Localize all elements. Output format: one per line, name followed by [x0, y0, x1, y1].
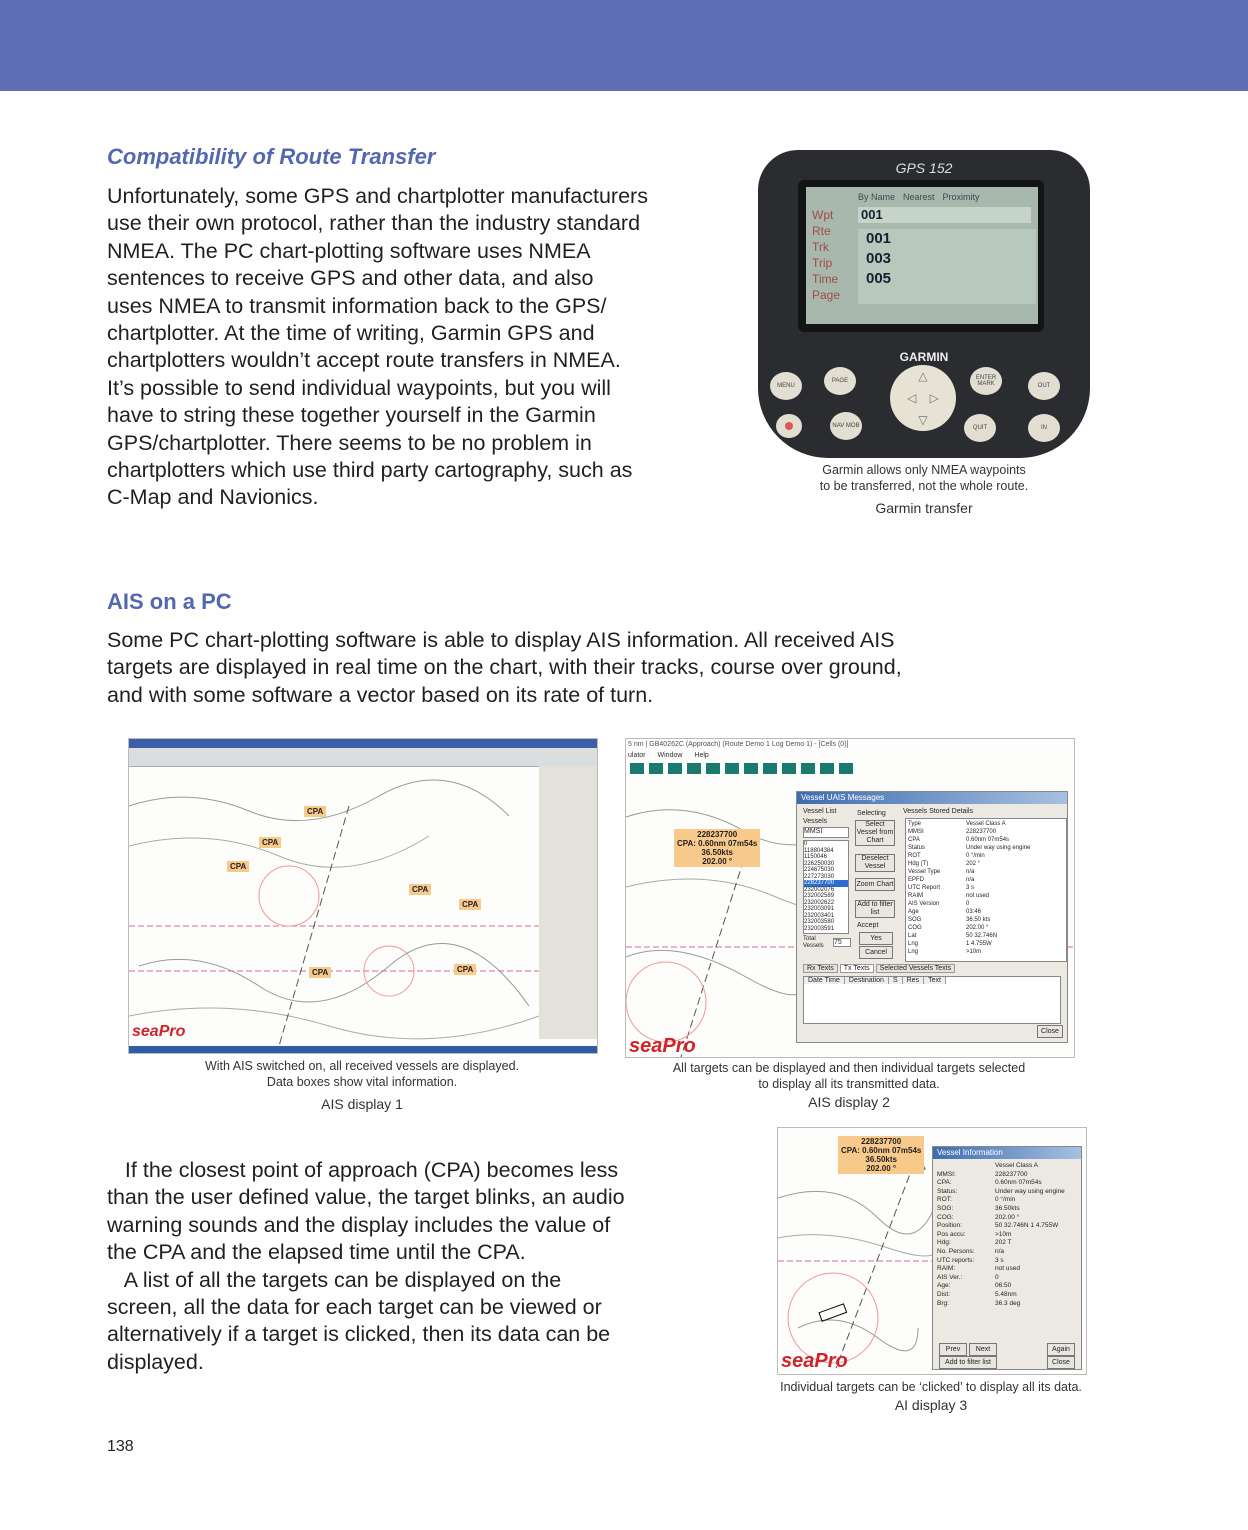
menu-button[interactable]: MENU	[770, 372, 802, 400]
detail-value: 36.3 deg	[995, 1299, 1021, 1307]
detail-value: >10m	[995, 1230, 1012, 1238]
label: Vessels Stored Details	[903, 808, 974, 815]
detail-label: Lng	[908, 949, 919, 955]
detail-label: EPFD	[908, 877, 925, 883]
text-line: NMEA. The PC chart-plotting software uses NMEA	[107, 238, 591, 263]
detail-value: 202.00 °	[995, 1213, 1020, 1221]
detail-value: 0 °/min	[966, 853, 985, 859]
detail-value: 0.60nm 07m54s	[966, 837, 1010, 843]
vessel-list-item[interactable]: 232003401	[804, 912, 835, 919]
seapro-logo: seaPro	[629, 1035, 696, 1057]
seapro-logo: seaPro	[781, 1350, 848, 1372]
tag-line: 202.00 °	[866, 1164, 897, 1173]
detail-label: RAIM	[908, 893, 923, 899]
detail-row	[908, 924, 1064, 932]
tag-line: 228237700	[697, 830, 738, 839]
section-heading: AIS on a PC	[107, 589, 232, 614]
column-header[interactable]: Date Time	[804, 977, 845, 984]
text-line: displayed.	[107, 1349, 204, 1374]
caption-text: All targets can be displayed and then individual targets selected	[672, 1061, 1026, 1075]
text-line: have to string these together yourself in the Garmin	[107, 403, 596, 428]
vessel-list-item[interactable]: 232002589	[804, 893, 835, 899]
detail-value: 1 4.755W	[966, 941, 992, 947]
vessel-list-item[interactable]: 232003091	[804, 906, 835, 912]
gps-sort-tab[interactable]: Nearest	[903, 192, 935, 202]
detail-label: Age:	[937, 1282, 951, 1290]
detail-value: 0	[995, 1273, 999, 1281]
detail-row	[908, 836, 1064, 844]
gps-model: GPS 152	[895, 160, 953, 176]
text-line: chartplotters wouldn’t accept route transfers in NMEA.	[107, 348, 621, 373]
chart-map	[129, 766, 597, 1054]
caption-text: to display all its transmitted data.	[758, 1077, 940, 1091]
gps-menu-tab[interactable]: Trip	[812, 256, 833, 270]
detail-label: No. Persons:	[937, 1247, 975, 1255]
tag-line: 36.50kts	[865, 1155, 897, 1164]
caption-text: Individual targets can be ‘clicked’ to display all its data.	[780, 1380, 1082, 1394]
detail-row	[937, 1179, 1077, 1188]
vessel-list[interactable]	[803, 840, 849, 934]
detail-value: Vessel Class A	[966, 821, 1006, 827]
detail-row	[908, 900, 1064, 908]
menu-item[interactable]: Window	[657, 752, 683, 759]
label: Selecting	[857, 810, 886, 817]
detail-value: n/a	[966, 869, 975, 875]
detail-row	[908, 932, 1064, 940]
caption-title: AIS display 1	[321, 1096, 403, 1112]
text-line: Unfortunately, some GPS and chartplotter manufacturers	[107, 184, 648, 208]
tag-line: 228237700	[861, 1137, 902, 1146]
column-header[interactable]: Res	[903, 977, 924, 984]
detail-row	[937, 1257, 1077, 1266]
detail-value: >10m	[966, 949, 982, 955]
text-line: C-Map and Navionics.	[107, 485, 319, 510]
deselect-vessel-button[interactable]: Deselect Vessel	[855, 854, 895, 872]
detail-label	[937, 1162, 995, 1171]
menu-item[interactable]: Help	[694, 752, 709, 759]
vessel-sort-select[interactable]: MMSI	[803, 827, 849, 838]
detail-row	[908, 940, 1064, 948]
detail-label: Hdg:	[937, 1239, 951, 1247]
detail-row	[908, 908, 1064, 916]
detail-value: not used	[995, 1265, 1020, 1273]
detail-value: 36.50kts	[995, 1204, 1020, 1212]
vessel-list-item[interactable]: 118804384	[804, 847, 834, 854]
detail-label: CPA:	[937, 1179, 952, 1187]
caption-title: Garmin transfer	[875, 500, 973, 516]
text-line: GPS/chartplotter. There seems to be no problem in	[107, 430, 592, 455]
detail-label: MMSI	[908, 829, 924, 835]
label: Total Vessels	[803, 936, 824, 949]
detail-label: Lng	[908, 941, 919, 947]
detail-value: 0.60nm 07m54s	[995, 1179, 1042, 1187]
body-paragraph	[107, 183, 648, 512]
detail-value: 50 32.746N	[966, 933, 998, 939]
in-button[interactable]: IN	[1028, 414, 1060, 442]
ais-display-1-screenshot: CPA CPA CPA CPA CPA CPA CPA seaPro	[128, 738, 598, 1054]
tag-line: 202.00 °	[702, 857, 733, 866]
vessel-list-item[interactable]: 232002076	[804, 886, 835, 893]
detail-label: Hdg (T)	[908, 861, 929, 867]
menu-item[interactable]: ulator	[628, 752, 646, 759]
detail-row	[908, 828, 1064, 836]
detail-label: MMSI:	[937, 1170, 956, 1178]
body-paragraph	[107, 1157, 625, 1376]
vessel-uais-messages-dialog	[796, 791, 1068, 1043]
quit-button[interactable]: QUIT	[964, 414, 996, 442]
seapro-logo: seaPro	[132, 1023, 186, 1040]
text-line: targets are displayed in real time on the chart, with their tracks, course over ground,	[107, 655, 902, 680]
detail-label: UTC reports:	[937, 1256, 975, 1264]
select-vessel-button[interactable]: Select Vessel from Chart	[856, 821, 894, 844]
dpad[interactable]: △ ◁ ▷ ▽	[890, 365, 956, 431]
gps-menu-tab[interactable]: Trk	[812, 240, 829, 254]
detail-label: Age	[908, 909, 919, 915]
garmin-gps-photo	[758, 150, 1090, 460]
detail-row	[908, 892, 1064, 900]
detail-label: CPA	[908, 837, 920, 843]
detail-row	[908, 852, 1064, 860]
detail-row	[937, 1274, 1077, 1283]
detail-value: 228237700	[966, 829, 997, 835]
detail-row	[937, 1248, 1077, 1257]
dialog-title: Vessel Information	[933, 1147, 1081, 1159]
detail-label: Brg:	[937, 1299, 949, 1307]
detail-row	[908, 916, 1064, 924]
vessel-list-item[interactable]: 1150046	[804, 854, 827, 860]
message-tab[interactable]: Selected Vessels Texts	[876, 964, 955, 973]
detail-row	[908, 844, 1064, 852]
detail-value: Under way using engine	[995, 1187, 1065, 1195]
detail-label: Vessel Type	[908, 869, 941, 875]
ais-display-2-caption	[625, 1060, 1073, 1110]
body-paragraph	[107, 627, 902, 709]
detail-value: Under way using engine	[966, 845, 1031, 851]
ai-display-3-caption	[777, 1379, 1085, 1413]
detail-row	[937, 1265, 1077, 1274]
text-line: Some PC chart-plotting software is able to display AIS information. All received AIS	[107, 628, 895, 652]
toolbar[interactable]	[630, 763, 855, 774]
add-to-filter-button[interactable]: Add to filter list	[855, 900, 895, 918]
detail-row	[908, 820, 1064, 828]
detail-value: 03:46	[966, 909, 982, 915]
waypoint-item[interactable]: 003	[866, 250, 892, 267]
vessel-data-tag[interactable]	[674, 829, 760, 867]
detail-label: Dist:	[937, 1290, 950, 1298]
detail-row	[908, 860, 1064, 868]
gps-menu-tab[interactable]: Rte	[812, 224, 831, 238]
gps-sort-tab[interactable]: By Name	[858, 192, 896, 202]
detail-value: n/a	[966, 877, 975, 883]
label: Accept	[857, 922, 879, 929]
again-button[interactable]: Again	[1047, 1343, 1075, 1356]
detail-row	[908, 884, 1064, 892]
detail-row	[937, 1231, 1077, 1240]
detail-value: 5.48nm	[995, 1290, 1017, 1298]
yes-button[interactable]: Yes	[859, 932, 893, 945]
message-tab[interactable]: Tx Texts	[840, 964, 874, 973]
ais-display-1-caption	[128, 1058, 596, 1112]
detail-row	[937, 1171, 1077, 1180]
caption-title: AIS display 2	[808, 1094, 890, 1110]
vessel-data-tag[interactable]	[838, 1136, 924, 1174]
detail-row	[937, 1300, 1077, 1309]
close-button[interactable]: Close	[1037, 1025, 1063, 1038]
detail-row	[908, 948, 1064, 956]
vessel-list-item[interactable]: 232003591	[804, 925, 835, 932]
column-header[interactable]: S	[889, 977, 903, 984]
power-icon	[785, 422, 793, 430]
detail-label: AIS Version	[908, 901, 940, 907]
detail-label: Pos accu:	[937, 1230, 966, 1238]
message-tab[interactable]: Rx Texts	[803, 964, 838, 973]
detail-label: SOG	[908, 917, 922, 923]
page-button[interactable]: PAGE	[824, 367, 856, 395]
prev-button[interactable]: Prev	[939, 1343, 967, 1356]
label: Vessel List	[803, 808, 837, 815]
header-band	[0, 0, 1248, 91]
detail-value: 0 °/min	[995, 1196, 1016, 1204]
detail-value: 0	[966, 901, 970, 907]
nav-button[interactable]: NAV MOB	[830, 412, 862, 440]
detail-label: Position:	[937, 1222, 962, 1230]
column-header[interactable]: Destination	[845, 977, 889, 984]
detail-label: Lat	[908, 933, 917, 939]
text-line: If the closest point of approach (CPA) becomes less	[107, 1158, 619, 1182]
text-line: It’s possible to send individual waypoints, but you will	[107, 375, 611, 400]
detail-label: Status	[908, 845, 926, 851]
power-button[interactable]	[776, 414, 802, 438]
detail-value: 202 °	[966, 861, 981, 867]
tag-line: 36.50kts	[701, 848, 733, 857]
detail-label: Status:	[937, 1187, 958, 1195]
vessel-list-item[interactable]: 224675030	[804, 867, 835, 873]
text-line: warning sounds and the display includes the value of	[107, 1212, 611, 1237]
cancel-button[interactable]: Cancel	[859, 946, 893, 959]
caption-text: Data boxes show vital information.	[266, 1075, 458, 1089]
gps-menu-tab[interactable]: Wpt	[812, 208, 834, 222]
total-vessels-field: 75	[833, 938, 851, 947]
close-button[interactable]: Close	[1047, 1356, 1075, 1369]
detail-row	[908, 868, 1064, 876]
gps-caption	[758, 462, 1090, 516]
detail-value: n/a	[995, 1247, 1005, 1255]
gps-search: 001	[858, 207, 1031, 223]
section-heading: Compatibility of Route Transfer	[107, 144, 436, 169]
detail-value: 3 s	[966, 885, 975, 891]
waypoint-item[interactable]: 001	[866, 230, 892, 247]
text-line: sentences to receive GPS and other data, and also	[107, 266, 594, 291]
text-line: than the user defined value, the target blinks, an audio	[107, 1185, 625, 1210]
gps-menu-tab[interactable]: Time	[812, 272, 839, 286]
detail-label: UTC Report	[908, 885, 941, 891]
detail-row	[937, 1214, 1077, 1223]
ai-display-3-screenshot	[777, 1127, 1087, 1375]
vessel-list-item[interactable]: 228237700	[804, 880, 848, 887]
tag-line: CPA: 0.60nm 07m54s	[677, 839, 758, 848]
text-line: alternatively if a target is clicked, then its data can be	[107, 1322, 611, 1347]
detail-value: 3 s	[995, 1256, 1004, 1264]
detail-label: ROT	[908, 853, 921, 859]
enter-button[interactable]: ENTER MARK	[970, 367, 1002, 395]
gps-screen	[806, 187, 1038, 324]
text-line: use their own protocol, rather than the industry standard	[107, 211, 641, 236]
ais-display-2-screenshot	[625, 738, 1075, 1058]
text-line: and with some software a vector based on its rate of turn.	[107, 682, 654, 707]
text-line: screen, all the data for each target can be viewed or	[107, 1295, 602, 1320]
detail-value: 06:50	[995, 1282, 1012, 1290]
detail-row	[937, 1196, 1077, 1205]
out-button[interactable]: OUT	[1028, 372, 1060, 400]
next-button[interactable]: Next	[969, 1343, 997, 1356]
page-number: 138	[107, 1438, 134, 1455]
vessel-list-item[interactable]: 232002622	[804, 899, 835, 906]
gps-menu-tab[interactable]: Page	[812, 288, 841, 302]
gps-brand-logo: GARMIN	[899, 350, 949, 364]
detail-row	[937, 1205, 1077, 1214]
detail-value: 36.50 kts	[966, 917, 991, 923]
detail-row	[937, 1162, 1077, 1171]
detail-row	[937, 1222, 1077, 1231]
dialog-title: Vessel UAIS Messages	[797, 792, 1067, 804]
window-title: 5 nm | GB40262C (Approach) (Route Demo 1 Log Demo 1) - [Cells (0)]	[628, 741, 849, 748]
detail-row	[937, 1291, 1077, 1300]
detail-label: Type	[908, 821, 922, 827]
detail-value: 202 T	[995, 1239, 1012, 1247]
add-to-filter-button[interactable]: Add to filter list	[939, 1356, 997, 1369]
caption-text: With AIS switched on, all received vessels are displayed.	[204, 1059, 520, 1073]
vessel-list-item[interactable]: 232003580	[804, 919, 835, 925]
caption-text: Garmin allows only NMEA waypoints to be transferred, not the whole route.	[819, 463, 1029, 493]
text-line: A list of all the targets can be displayed on the	[107, 1267, 562, 1292]
vessel-list-item[interactable]: 0	[804, 841, 808, 847]
detail-value: 202.00 °	[966, 925, 989, 931]
column-header[interactable]: Text	[924, 977, 946, 984]
detail-label: AIS Ver.:	[937, 1273, 963, 1281]
label: Vessels	[803, 818, 828, 825]
waypoint-item[interactable]: 005	[866, 270, 892, 287]
text-line: chartplotters which use third party cartography, such as	[107, 458, 633, 483]
gps-sort-tab[interactable]: Proximity	[942, 192, 980, 202]
detail-label: SOG:	[937, 1204, 954, 1212]
zoom-chart-button[interactable]: Zoom Chart	[855, 878, 895, 891]
detail-value: Vessel Class A	[995, 1162, 1038, 1169]
detail-row	[937, 1282, 1077, 1291]
detail-row	[937, 1239, 1077, 1248]
vessel-details	[905, 818, 1067, 962]
detail-label: COG:	[937, 1213, 954, 1221]
caption-title: AI display 3	[894, 1397, 968, 1413]
vessel-list-item[interactable]: 227273030	[804, 873, 835, 880]
detail-label: COG	[908, 925, 922, 931]
text-line: the CPA and the elapsed time until the CPA.	[107, 1240, 526, 1265]
detail-label: RAIM:	[937, 1265, 956, 1273]
detail-label: ROT:	[937, 1196, 952, 1204]
tag-line: CPA: 0.60nm 07m54s	[841, 1146, 922, 1155]
detail-value: 228237700	[995, 1170, 1028, 1178]
text-line: uses NMEA to transmit information back to the GPS/	[107, 293, 607, 318]
detail-row	[908, 876, 1064, 884]
detail-value: 50 32.746N 1 4.755W	[995, 1222, 1059, 1230]
vessel-list-item[interactable]: 226250030	[804, 860, 835, 867]
text-line: chartplotter. At the time of writing, Garmin GPS and	[107, 321, 595, 346]
detail-value: not used	[966, 893, 990, 899]
vessel-information-dialog	[932, 1146, 1082, 1370]
